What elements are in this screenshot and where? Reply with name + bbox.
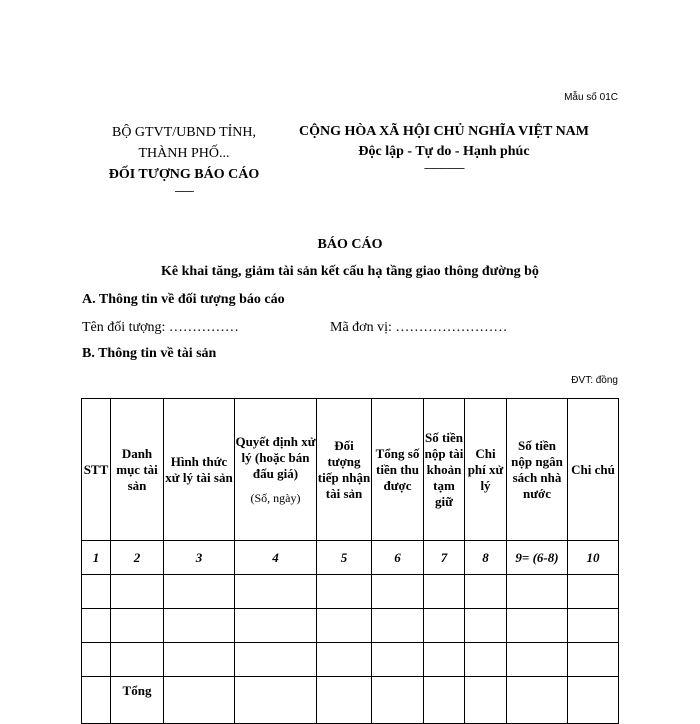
- table-cell: [235, 677, 317, 724]
- table-cell: [164, 575, 235, 609]
- object-name-field: Tên đối tượng: ……………: [82, 320, 239, 335]
- table-row: [82, 575, 619, 609]
- table-cell: [82, 575, 111, 609]
- table-cell: [111, 575, 164, 609]
- column-number: 8: [465, 541, 507, 575]
- agency-line-2: THÀNH PHỐ...: [138, 146, 230, 161]
- column-number: 3: [164, 541, 235, 575]
- col-header-budget-payment: Số tiền nộp ngân sách nhà nước: [507, 399, 568, 541]
- form-code: Mẫu số 01C: [564, 92, 618, 103]
- table-cell: [235, 609, 317, 643]
- col-header-notes: Chi chú: [568, 399, 619, 541]
- table-header-row: [82, 399, 619, 541]
- table-cell: [424, 575, 465, 609]
- total-row: [82, 677, 619, 724]
- table-cell: [372, 643, 424, 677]
- motto-divider: ---------------: [424, 162, 464, 174]
- table-cell: [235, 575, 317, 609]
- table-cell: [372, 677, 424, 724]
- table-cell: [507, 575, 568, 609]
- col-header-decision: [235, 399, 317, 541]
- table-cell: [372, 575, 424, 609]
- decision-label: Quyết định xử lý (hoặc bán đấu giá): [235, 433, 316, 481]
- table-cell: [82, 677, 111, 724]
- table-cell: [235, 643, 317, 677]
- table-cell: [465, 575, 507, 609]
- table-cell: [372, 609, 424, 643]
- table-cell: [424, 677, 465, 724]
- table-cell: [317, 677, 372, 724]
- agency-divider: -------: [174, 185, 194, 197]
- table-cell: [111, 609, 164, 643]
- agency-line-1: BỘ GTVT/UBND TỈNH,: [111, 125, 256, 140]
- table-cell: [82, 643, 111, 677]
- unit-code-field: Mã đơn vị: ……………………: [330, 320, 508, 335]
- table-cell: [164, 643, 235, 677]
- table-cell: [164, 609, 235, 643]
- col-header-stt: STT: [82, 399, 111, 541]
- col-header-handling-form: Hình thức xử lý tài sản: [164, 399, 235, 541]
- table-cell: [568, 643, 619, 677]
- table-row: [82, 643, 619, 677]
- national-motto-block: [283, 122, 605, 174]
- column-number-row: [82, 541, 619, 575]
- report-subtitle: Kê khai tăng, giảm tài sản kết cấu hạ tầng giao thông đường bộ: [161, 264, 539, 279]
- currency-unit: ĐVT: đồng: [571, 375, 618, 386]
- asset-table: [81, 398, 619, 724]
- issuing-agency-block: [88, 122, 280, 197]
- section-a-heading: A. Thông tin về đối tượng báo cáo: [82, 292, 285, 307]
- column-number: 10: [568, 541, 619, 575]
- column-number: 2: [111, 541, 164, 575]
- col-header-recipient: Đối tượng tiếp nhận tài sản: [317, 399, 372, 541]
- table-cell: [424, 609, 465, 643]
- table-cell: [465, 643, 507, 677]
- table-cell: [424, 643, 465, 677]
- table-cell: [507, 643, 568, 677]
- column-number: 5: [317, 541, 372, 575]
- decision-note: (Số, ngày): [250, 490, 301, 505]
- table-cell: [164, 677, 235, 724]
- table-cell: [465, 677, 507, 724]
- national-motto: Độc lập - Tự do - Hạnh phúc: [358, 144, 530, 159]
- column-number: 7: [424, 541, 465, 575]
- table-cell: [317, 643, 372, 677]
- section-b-heading: B. Thông tin về tài sản: [82, 346, 217, 361]
- table-cell: [317, 575, 372, 609]
- col-header-total-collected: Tổng số tiền thu được: [372, 399, 424, 541]
- table-cell: [507, 609, 568, 643]
- table-cell: [82, 609, 111, 643]
- country-name: CỘNG HÒA XÃ HỘI CHỦ NGHĨA VIỆT NAM: [298, 124, 589, 139]
- col-header-handling-cost: Chi phí xử lý: [465, 399, 507, 541]
- table-row: [82, 609, 619, 643]
- column-number: 4: [235, 541, 317, 575]
- column-number: 6: [372, 541, 424, 575]
- col-header-asset-list: Danh mục tài sản: [111, 399, 164, 541]
- table-cell: [465, 609, 507, 643]
- table-cell: [568, 677, 619, 724]
- table-cell: [111, 643, 164, 677]
- col-header-escrow-amount: Số tiền nộp tài khoản tạm giữ: [424, 399, 465, 541]
- column-number: 9= (6-8): [507, 541, 568, 575]
- total-label: Tổng: [111, 677, 164, 724]
- table-cell: [568, 575, 619, 609]
- table-cell: [317, 609, 372, 643]
- table-cell: [507, 677, 568, 724]
- table-cell: [568, 609, 619, 643]
- column-number: 1: [82, 541, 111, 575]
- report-title: BÁO CÁO: [317, 237, 383, 252]
- reporting-entity-label: ĐỐI TƯỢNG BÁO CÁO: [108, 167, 260, 182]
